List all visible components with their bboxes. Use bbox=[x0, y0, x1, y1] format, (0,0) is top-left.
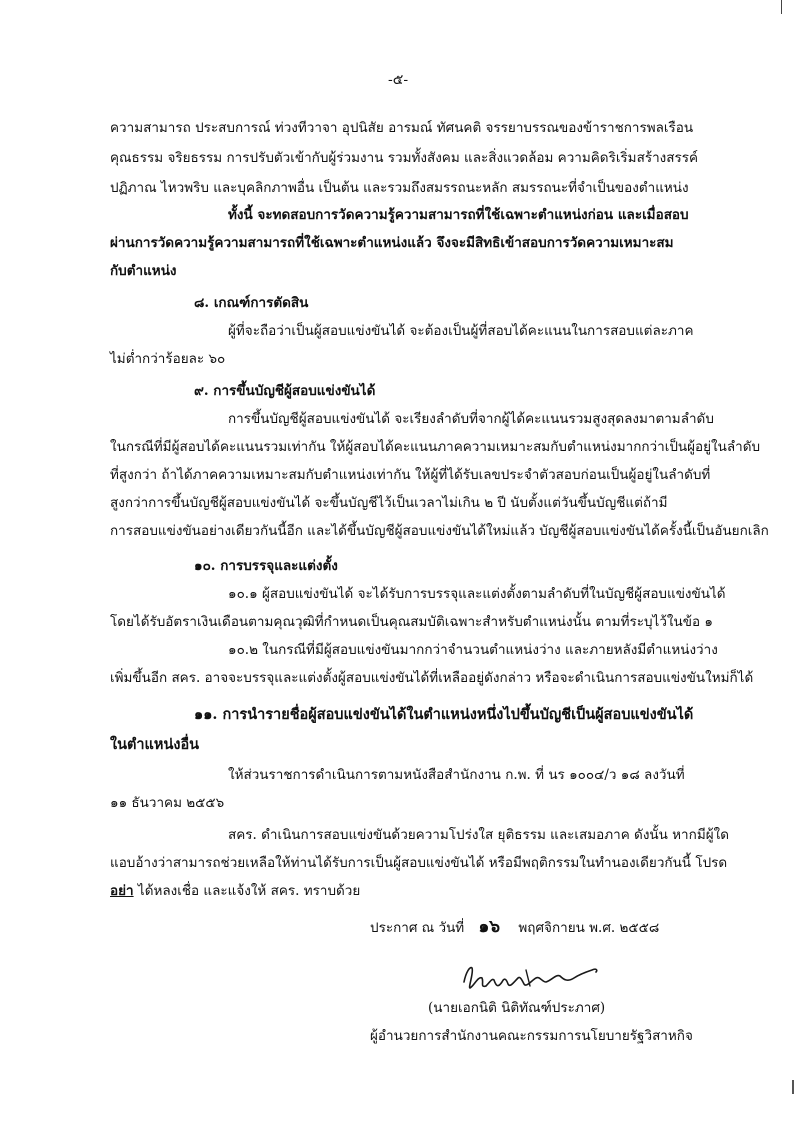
paragraph-line: ปฏิภาณ ไหวพริบ และบุคลิกภาพอื่น เป็นต้น และรวมถึงสมรรถนะหลัก สมรรถนะที่จำเป็นของตำแหน่ง bbox=[110, 180, 689, 196]
paragraph-line: การขึ้นบัญชีผู้สอบแข่งขันได้ จะเรียงลำดับที่จากผู้ได้คะแนนรวมสูงสุดลงมาตามลำดับ bbox=[228, 411, 714, 427]
paragraph-line: ความสามารถ ประสบการณ์ ท่วงทีวาจา อุปนิสัย อารมณ์ ทัศนคติ จรรยาบรรณของข้าราชการพลเรือน bbox=[110, 120, 694, 136]
paragraph-line: เพิ่มขึ้นอีก สคร. อาจจะบรรจุและแต่งตั้งผู้สอบแข่งขันได้ที่เหลืออยู่ดังกล่าว หรือจะดำเนินการสอบแข่งขันใหม่ก็ได้ bbox=[110, 670, 754, 686]
scan-mark bbox=[781, 0, 782, 14]
paragraph-line: สูงกว่าการขึ้นบัญชีผู้สอบแข่งขันได้ จะขึ้นบัญชีไว้เป็นเวลาไม่เกิน ๒ ปี นับตั้งแต่วันขึ้นบัญชีแต่ถ้ามี bbox=[110, 495, 668, 511]
paragraph-line: ให้ส่วนราชการดำเนินการตามหนังสือสำนักงาน ก.พ. ที่ นร ๑๐๐๔/ว ๑๘ ลงวันที่ bbox=[228, 767, 685, 783]
closing-line bbox=[110, 881, 360, 901]
paragraph-line: การสอบแข่งขันอย่างเดียวกันนี้อีก และได้ขึ้นบัญชีผู้สอบแข่งขันได้ใหม่แล้ว บัญชีผู้สอบแข่งขันได้ครั้งนี้เป็นอันยกเลิก bbox=[110, 523, 769, 539]
paragraph-line: ผู้ที่จะถือว่าเป็นผู้สอบแข่งขันได้ จะต้องเป็นผู้ที่สอบได้คะแนนในการสอบแต่ละภาค bbox=[228, 323, 694, 339]
paragraph-line: โดยได้รับอัตราเงินเดือนตามคุณวุฒิที่กำหนดเป็นคุณสมบัติเฉพาะสำหรับตำแหน่งนั้น ตามที่ระบุไว้ในข้อ ๑ bbox=[110, 614, 713, 630]
scan-mark bbox=[792, 1080, 794, 1094]
signature-image bbox=[460, 958, 610, 998]
closing-line: สคร. ดำเนินการสอบแข่งขันด้วยความโปร่งใส ยุติธรรม และเสมอภาค ดังนั้น หากมีผู้ใด bbox=[228, 827, 729, 843]
section-heading-10: ๑๐. การบรรจุและแต่งตั้ง bbox=[194, 558, 338, 574]
announce-prefix: ประกาศ ณ วันที่ bbox=[370, 920, 465, 936]
paragraph-line: ๑๑ ธันวาคม ๒๕๕๖ bbox=[110, 795, 225, 811]
announce-day: ๑๖ bbox=[478, 917, 501, 937]
section-heading-8: ๘. เกณฑ์การตัดสิน bbox=[194, 295, 309, 311]
section-heading-11-cont: ในตำแหน่งอื่น bbox=[110, 736, 200, 753]
signer-name: (นายเอกนิติ นิติทัณฑ์ประภาศ) bbox=[428, 1000, 606, 1016]
emphasis-line: ทั้งนี้ จะทดสอบการวัดความรู้ความสามารถที่ใช้เฉพาะตำแหน่งก่อน และเมื่อสอบ bbox=[228, 207, 689, 223]
section-heading-9: ๙. การขึ้นบัญชีผู้สอบแข่งขันได้ bbox=[194, 383, 376, 399]
paragraph-line: ในกรณีที่มีผู้สอบได้คะแนนรวมเท่ากัน ให้ผู้สอบได้คะแนนภาคความเหมาะสมกับตำแหน่งมากกว่าเป็นผู้อยู่ในลำดับ bbox=[110, 439, 761, 455]
announce-month-year: พฤศจิกายน พ.ศ. ๒๕๕๘ bbox=[518, 920, 660, 936]
paragraph-line: ไม่ต่ำกว่าร้อยละ ๖๐ bbox=[110, 351, 226, 367]
closing-line: แอบอ้างว่าสามารถช่วยเหลือให้ท่านได้รับการเป็นผู้สอบแข่งขันได้ หรือมีพฤติกรรมในทำนองเดียวกันนี้ โปรด bbox=[110, 855, 728, 871]
section-heading-11: ๑๑. การนำรายชื่อผู้สอบแข่งขันได้ในตำแหน่งหนึ่งไปขึ้นบัญชีเป็นผู้สอบแข่งขันได้ bbox=[194, 706, 694, 723]
paragraph-line: ๑๐.๒ ในกรณีที่มีผู้สอบแข่งขันมากกว่าจำนวนตำแหน่งว่าง และภายหลังมีตำแหน่งว่าง bbox=[228, 642, 718, 658]
announce-date bbox=[370, 917, 659, 938]
paragraph-line: คุณธรรม จริยธรรม การปรับตัวเข้ากับผู้ร่วมงาน รวมทั้งสังคม และสิ่งแวดล้อม ความคิดริเริ่มสร้างสรรค์ bbox=[110, 150, 699, 166]
signer-title: ผู้อำนวยการสำนักงานคณะกรรมการนโยบายรัฐวิสาหกิจ bbox=[370, 1028, 693, 1044]
closing-line-rest: ได้หลงเชื่อ และแจ้งให้ สคร. ทราบด้วย bbox=[133, 883, 361, 899]
paragraph-line: ๑๐.๑ ผู้สอบแข่งขันได้ จะได้รับการบรรจุและแต่งตั้งตามลำดับที่ในบัญชีผู้สอบแข่งขันได้ bbox=[228, 586, 726, 602]
paragraph-line: ที่สูงกว่า ถ้าได้ภาคความเหมาะสมกับตำแหน่งเท่ากัน ให้ผู้ที่ได้รับเลขประจำตัวสอบก่อนเป็นผู้อยู่ในลำดับที่ bbox=[110, 467, 711, 483]
emphasis-line: ผ่านการวัดความรู้ความสามารถที่ใช้เฉพาะตำแหน่งแล้ว จึงจะมีสิทธิเข้าสอบการวัดความเหมาะสม bbox=[110, 235, 674, 251]
emphasis-line: กับตำแหน่ง bbox=[110, 263, 177, 279]
warning-emphasis: อย่า bbox=[110, 883, 134, 899]
page-number: -๕- bbox=[388, 72, 409, 88]
